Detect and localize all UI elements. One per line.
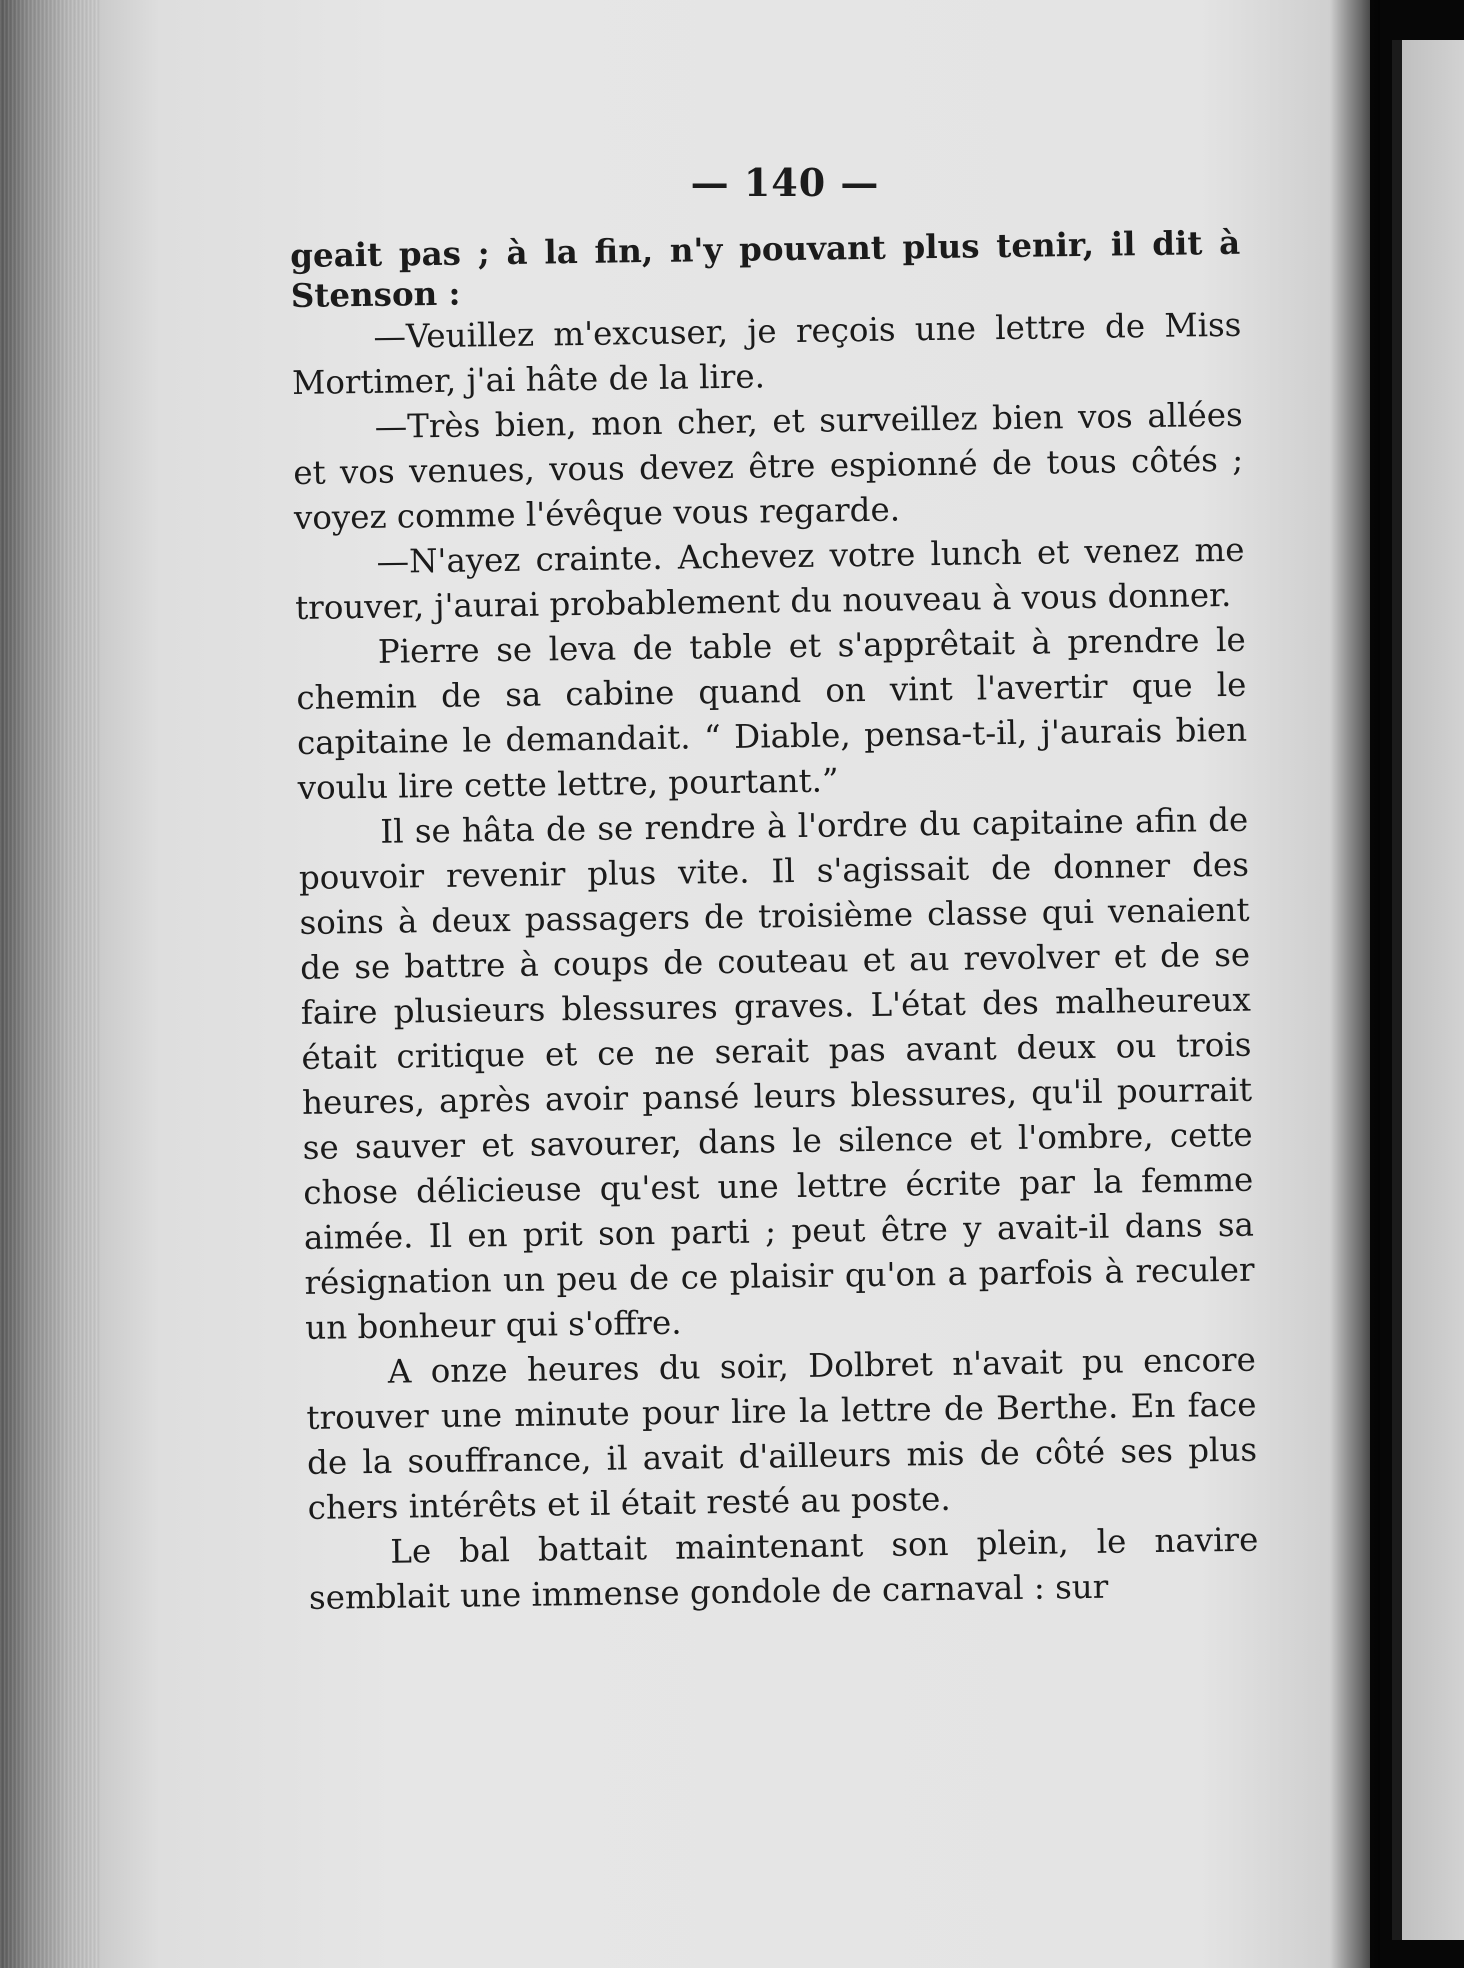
paragraph: —Très bien, mon cher, et surveillez bien vos allées et vos venues, vous devez être espionné de tous côtés ; voyez comme l'évêque vous regarde. [293, 395, 1244, 537]
paragraph: geait pas ; à la fin, n'y pouvant plus tenir, il dit à Stenson : [290, 222, 1241, 315]
page-number: — 140 — [690, 160, 880, 205]
paragraph: Il se hâta de se rendre à l'ordre du capitaine afin de pouvoir revenir plus vite. Il s'agissait de donner des soins à deux passagers de troisième classe qui venaient de se battre à coups de couteau et au revolver et de se faire plusieurs blessures graves. L'état des malheureux était critique et ce ne serait pas avant deux ou trois heures, après avoir pansé leurs blessures, qu'il pourrait se sauver et savourer, dans le silence et l'ombre, cette chose délicieuse qu'est une lettre écrite par la femme aimée. Il en prit son parti ; peut être y avait-il dans sa résignation un peu de ce plaisir qu'on a parfois à reculer un bonheur qui s'offre. [298, 800, 1255, 1347]
facing-page-shadow [1392, 40, 1402, 1940]
facing-page-edge [1392, 40, 1464, 1940]
page-text [290, 223, 1259, 1621]
paragraph: Pierre se leva de table et s'apprêtait à prendre le chemin de sa cabine quand on vint l'avertir que le capitaine le demandait. “ Diable, pensa-t-il, j'aurais bien voulu lire cette lettre, pourtant.” [296, 620, 1248, 807]
paragraph: Le bal battait maintenant son plein, le navire semblait une immense gondole de carnaval : sur [308, 1520, 1259, 1617]
paragraph: —N'ayez crainte. Achevez votre lunch et venez me trouver, j'aurai probablement du nouveau à vous donner. [294, 530, 1245, 627]
paragraph: A onze heures du soir, Dolbret n'avait pu encore trouver une minute pour lire la lettre de Berthe. En face de la souffrance, il avait d'ailleurs mis de côté ses plus chers intérêts et il était resté au poste. [306, 1340, 1258, 1527]
paragraph: —Veuillez m'excuser, je reçois une lettre de Miss Mortimer, j'ai hâte de la lire. [291, 305, 1242, 402]
